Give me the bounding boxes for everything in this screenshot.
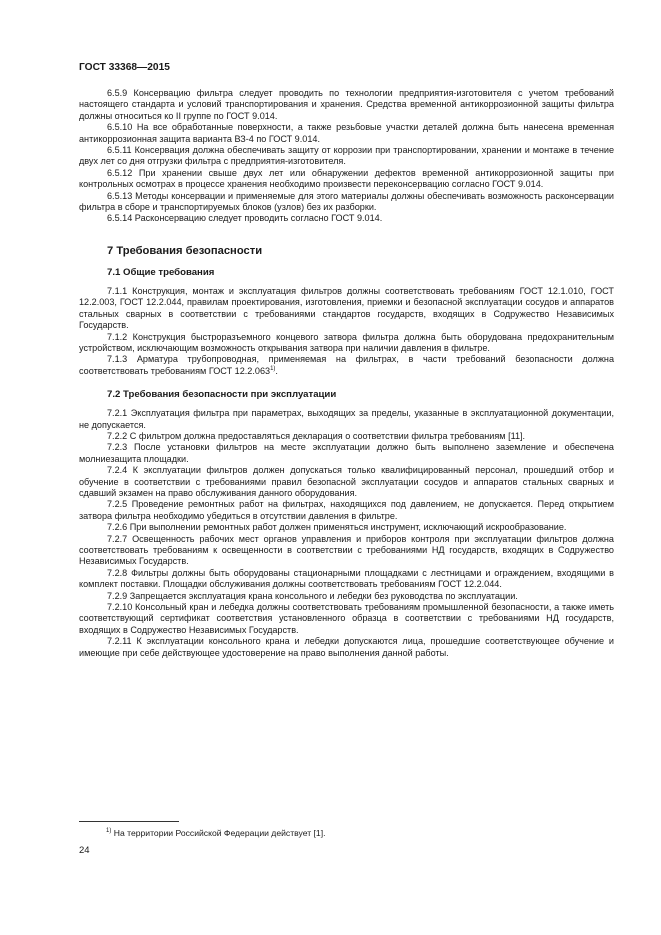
- paragraph-7-2-11: 7.2.11 К эксплуатации консольного крана и лебедки допускаются лица, прошедшие соответствующее обучение и имеющие при себе действующее удостоверение на право выполнения данной работы.: [79, 636, 614, 658]
- footnote: [106, 828, 325, 838]
- paragraph-7-2-4: 7.2.4 К эксплуатации фильтров должен допускаться только квалифицированный персонал, прошедший отбор и обучение в соответствии с требованиями правил безопасной эксплуатации сосудов и аппаратов стальных сварных и сдавший экзамен на право обслуживания данного оборудования.: [79, 465, 614, 498]
- subsection-7-1-title: 7.1 Общие требования: [107, 266, 215, 278]
- paragraph-6-5-11: 6.5.11 Консервация должна обеспечивать защиту от коррозии при транспортировании, хранении и монтаже в течение двух лет со дня отгрузки фильтра с предприятия-изготовителя.: [79, 145, 614, 167]
- document-header: ГОСТ 33368—2015: [79, 62, 170, 73]
- paragraph-7-2-9: 7.2.9 Запрещается эксплуатация крана консольного и лебедки без руководства по эксплуатации.: [107, 590, 518, 601]
- paragraph-7-1-3-text: 7.1.3 Арматура трубопроводная, применяемая на фильтрах, в части требований безопасности должна соответствовать требованиям ГОСТ 12.2.063: [79, 354, 614, 376]
- paragraph-6-5-14: 6.5.14 Расконсервацию следует проводить согласно ГОСТ 9.014.: [107, 213, 383, 224]
- paragraph-7-2-2: 7.2.2 С фильтром должна предоставляться декларация о соответствии фильтра требованиям [11].: [107, 430, 526, 441]
- paragraph-7-2-3: 7.2.3 После установки фильтров на месте эксплуатации должно быть выполнено заземление и обеспечена молниезащита площадки.: [79, 442, 614, 464]
- paragraph-7-2-5: 7.2.5 Проведение ремонтных работ на фильтрах, находящихся под давлением, не допускается. Перед открытием затвора фильтра необходимо убедиться в отсутствии давления в фильтре.: [79, 499, 614, 521]
- paragraph-7-2-6: 7.2.6 При выполнении ремонтных работ должен применяться инструмент, исключающий искрообразование.: [107, 522, 567, 533]
- paragraph-7-2-7: 7.2.7 Освещенность рабочих мест органов управления и приборов контроля при эксплуатации фильтров должна соответствовать требованиям к освещенности в соответствии с требованиями НД государств, входящих в Содружество Независимых Государств.: [79, 533, 614, 567]
- footnote-reference: 1): [270, 365, 276, 372]
- footnote-mark: 1): [106, 828, 112, 835]
- paragraph-7-1-3: 7.1.3 Арматура трубопроводная, применяемая на фильтрах, в части требований безопасности должна соответствовать требованиям ГОСТ 12.2.063$^{1)}$.: [79, 354, 614, 376]
- paragraph-6-5-12: 6.5.12 При хранении свыше двух лет или обнаружении дефектов временной антикоррозионной защиты при контрольных осмотрах в процессе хранения необходимо произвести переконсервацию согласно ГОСТ 9.014.: [79, 167, 614, 190]
- page-number: 24: [79, 845, 90, 856]
- paragraph-7-1-2: 7.1.2 Конструкция быстроразъемного концевого затвора фильтра должна быть оборудована предохранительным устройством, исключающим возможность открывания затвора при наличии давления в фильтре.: [79, 331, 614, 353]
- paragraph-7-2-8: 7.2.8 Фильтры должны быть оборудованы стационарными площадками с лестницами и ограждением, входящими в комплект поставки. Площадки обслуживания должны соответствовать требованиям ГОСТ 12.2.044.: [79, 567, 614, 590]
- paragraph-6-5-10: 6.5.10 На все обработанные поверхности, а также резьбовые участки деталей должна быть нанесена временная антикоррозионная защита варианта ВЗ-4 по ГОСТ 9.014.: [79, 122, 614, 144]
- footnote-divider: [79, 821, 179, 822]
- paragraph-6-5-9: 6.5.9 Консервацию фильтра следует проводить по технологии предприятия-изготовителя с учетом требований настоящего стандарта и условий транспортирования и хранения. Средства временной антикоррозионной защиты фильтра должны относиться ко II группе по ГОСТ 9.014.: [79, 88, 614, 121]
- footnote-text: На территории Российской Федерации действует [1].: [113, 828, 326, 838]
- subsection-7-2-title: 7.2 Требования безопасности при эксплуатации: [107, 389, 337, 401]
- paragraph-7-1-1: 7.1.1 Конструкция, монтаж и эксплуатация фильтров должны соответствовать требованиям ГОСТ 12.1.010, ГОСТ 12.2.003, ГОСТ 12.2.044, правилам проектирования, изготовления, приемки и безопасной эксплуатации сосудов и аппаратов стальных сварных в соответствии с требованиями стандартов государств, входящих в Содружество Независимых Государств.: [79, 285, 614, 331]
- section-7-title: 7 Требования безопасности: [107, 244, 263, 257]
- page-content: [79, 88, 614, 659]
- paragraph-6-5-13: 6.5.13 Методы консервации и применяемые для этого материалы должны обеспечивать возможность расконсервации фильтра в сборе и транспортируемых блоков (узлов) без их разборки.: [79, 190, 614, 213]
- paragraph-7-2-1: 7.2.1 Эксплуатация фильтра при параметрах, выходящих за пределы, указанные в эксплуатационной документации, не допускается.: [79, 408, 614, 430]
- paragraph-7-2-10: 7.2.10 Консольный кран и лебедка должны соответствовать требованиям промышленной безопасности, а также иметь соответствующий сертификат соответствия установленного образца в соответствии с требованиями НД государств, входящих в Содружество Независимых Государств.: [79, 602, 614, 635]
